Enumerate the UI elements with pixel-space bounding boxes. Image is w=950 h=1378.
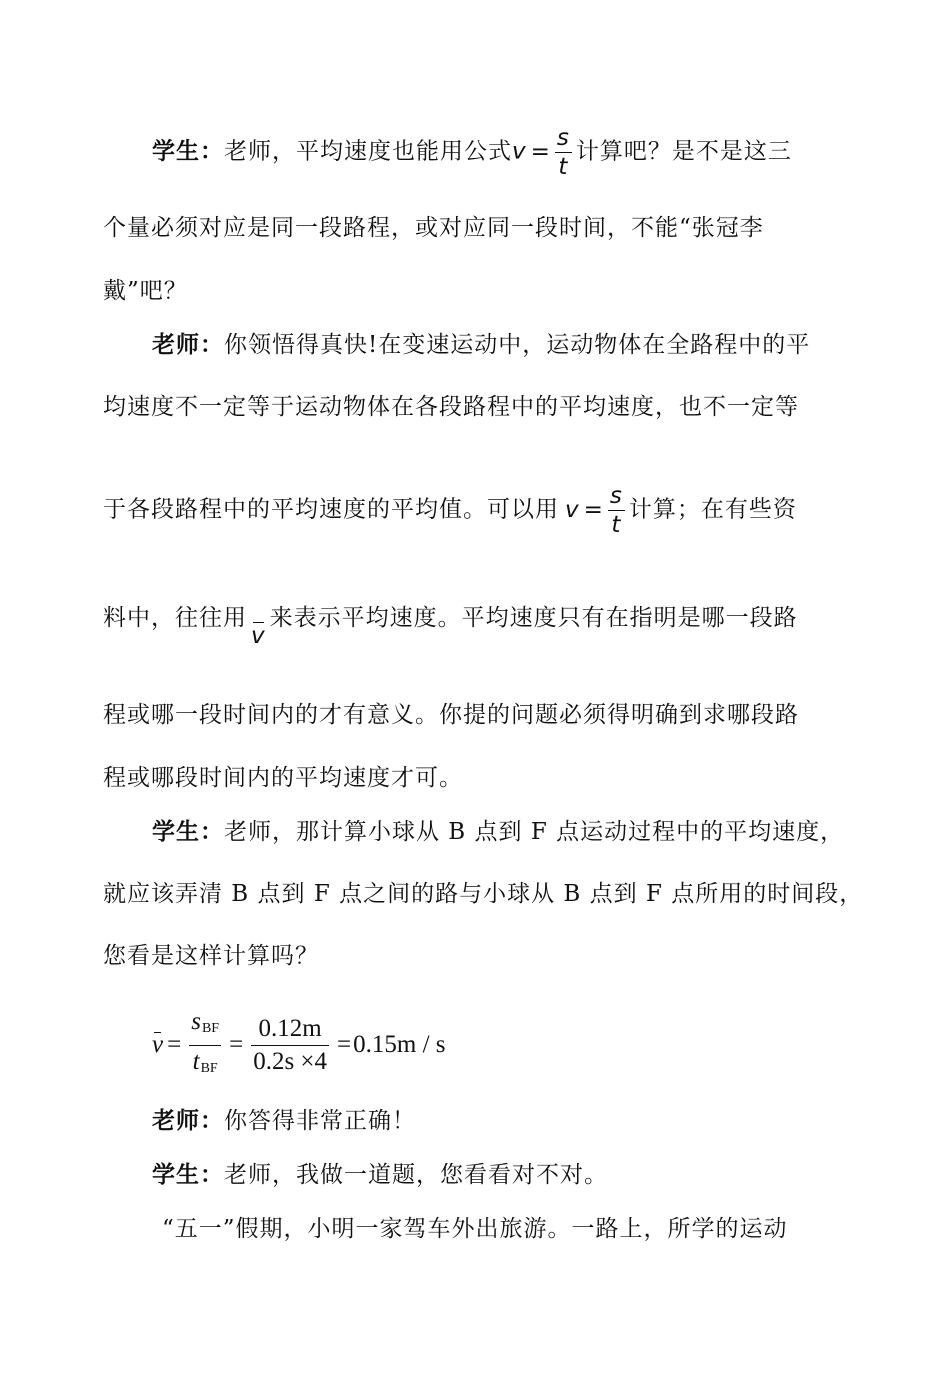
fraction-numerator: s bbox=[556, 125, 570, 151]
speaker-teacher: 老师： bbox=[152, 1107, 224, 1134]
student-line-1 bbox=[152, 817, 862, 847]
math-s: s bbox=[191, 1007, 201, 1035]
fraction-denominator: t bbox=[558, 154, 569, 180]
math-equals: = bbox=[167, 1031, 182, 1058]
overline bbox=[253, 622, 264, 623]
fraction-s-over-t bbox=[608, 482, 625, 539]
text-segment: 于各段路程中的平均速度的平均值。可以用 bbox=[103, 496, 559, 523]
subscript: BF bbox=[200, 1060, 218, 1076]
student-problem-line bbox=[152, 1160, 862, 1190]
fraction-numerator bbox=[189, 1006, 221, 1046]
subscript: BF bbox=[201, 1020, 220, 1036]
fraction-numerator: 0.12m bbox=[251, 1013, 329, 1046]
fraction-s-over-t bbox=[555, 124, 572, 181]
fraction-denominator: t bbox=[611, 512, 622, 538]
fraction-denominator: 0.2s ×4 bbox=[253, 1047, 328, 1075]
average-velocity-formula bbox=[152, 1007, 446, 1080]
math-equals: = bbox=[583, 496, 604, 523]
overline bbox=[154, 1032, 161, 1033]
speaker-student: 学生： bbox=[152, 1161, 224, 1188]
math-v-bar bbox=[251, 621, 266, 651]
speaker-student: 学生： bbox=[152, 818, 224, 845]
fraction-s-over-t-bf bbox=[189, 1006, 221, 1085]
fraction-denominator bbox=[189, 1046, 221, 1085]
teacher-answer-line-1 bbox=[152, 330, 862, 360]
student-question-line-3: 戴”吧？ bbox=[103, 278, 188, 304]
text-segment: 计算吧？是不是这三 bbox=[575, 138, 792, 165]
text-segment: 你答得非常正确！ bbox=[224, 1108, 416, 1134]
text-segment: 来表示平均速度。平均速度只有在指明是哪一段路 bbox=[269, 605, 798, 631]
fraction-numerator: s bbox=[609, 483, 623, 509]
text-segment: 老师，那计算小球从 B 点到 F 点运动过程中的平均速度， bbox=[224, 819, 845, 845]
math-equals: = bbox=[530, 138, 551, 165]
math-v: v bbox=[512, 138, 527, 165]
math-t: t bbox=[192, 1047, 200, 1075]
math-v-bar bbox=[152, 1031, 163, 1059]
formula-result: 0.15m / s bbox=[353, 1031, 446, 1058]
text-segment: 计算；在有些资 bbox=[628, 496, 797, 523]
student-line-2: 就应该弄清 B 点到 F 点之间的路与小球从 B 点到 F 点所用的时间段， bbox=[103, 881, 864, 907]
teacher-confirm-line bbox=[152, 1106, 862, 1136]
speaker-teacher: 老师： bbox=[152, 331, 224, 358]
fraction-numeric bbox=[251, 1013, 329, 1078]
math-v: v bbox=[152, 1031, 164, 1058]
math-v: v bbox=[565, 496, 580, 523]
math-equals: = bbox=[337, 1031, 352, 1058]
text-segment: 老师，我做一道题，您看看对不对。 bbox=[224, 1162, 608, 1188]
speaker-student: 学生： bbox=[152, 137, 224, 165]
student-question-line-1 bbox=[152, 124, 862, 181]
problem-text-line-1: “五一”假期，小明一家驾车外出旅游。一路上，所学的运动 bbox=[162, 1216, 788, 1242]
teacher-answer-line-2: 均速度不一定等于运动物体在各段路程中的平均速度，也不一定等 bbox=[103, 394, 799, 420]
math-v: v bbox=[251, 623, 266, 649]
teacher-answer-line-6: 程或哪段时间内的平均速度才可。 bbox=[103, 765, 463, 791]
text-segment: 你领悟得真快!在变速运动中，运动物体在全路程中的平 bbox=[224, 332, 811, 358]
text-segment: 料中，往往用 bbox=[103, 605, 247, 631]
student-question-line-2: 个量必须对应是同一段路程，或对应同一段时间，不能“张冠李 bbox=[103, 215, 764, 241]
teacher-answer-line-3 bbox=[103, 482, 863, 539]
math-equals: = bbox=[229, 1031, 244, 1058]
teacher-answer-line-4 bbox=[103, 603, 863, 651]
text-segment: 老师，平均速度也能用公式 bbox=[224, 138, 512, 165]
teacher-answer-line-5: 程或哪一段时间内的才有意义。你提的问题必须得明确到求哪段路 bbox=[103, 702, 799, 728]
student-line-3: 您看是这样计算吗？ bbox=[103, 943, 319, 969]
